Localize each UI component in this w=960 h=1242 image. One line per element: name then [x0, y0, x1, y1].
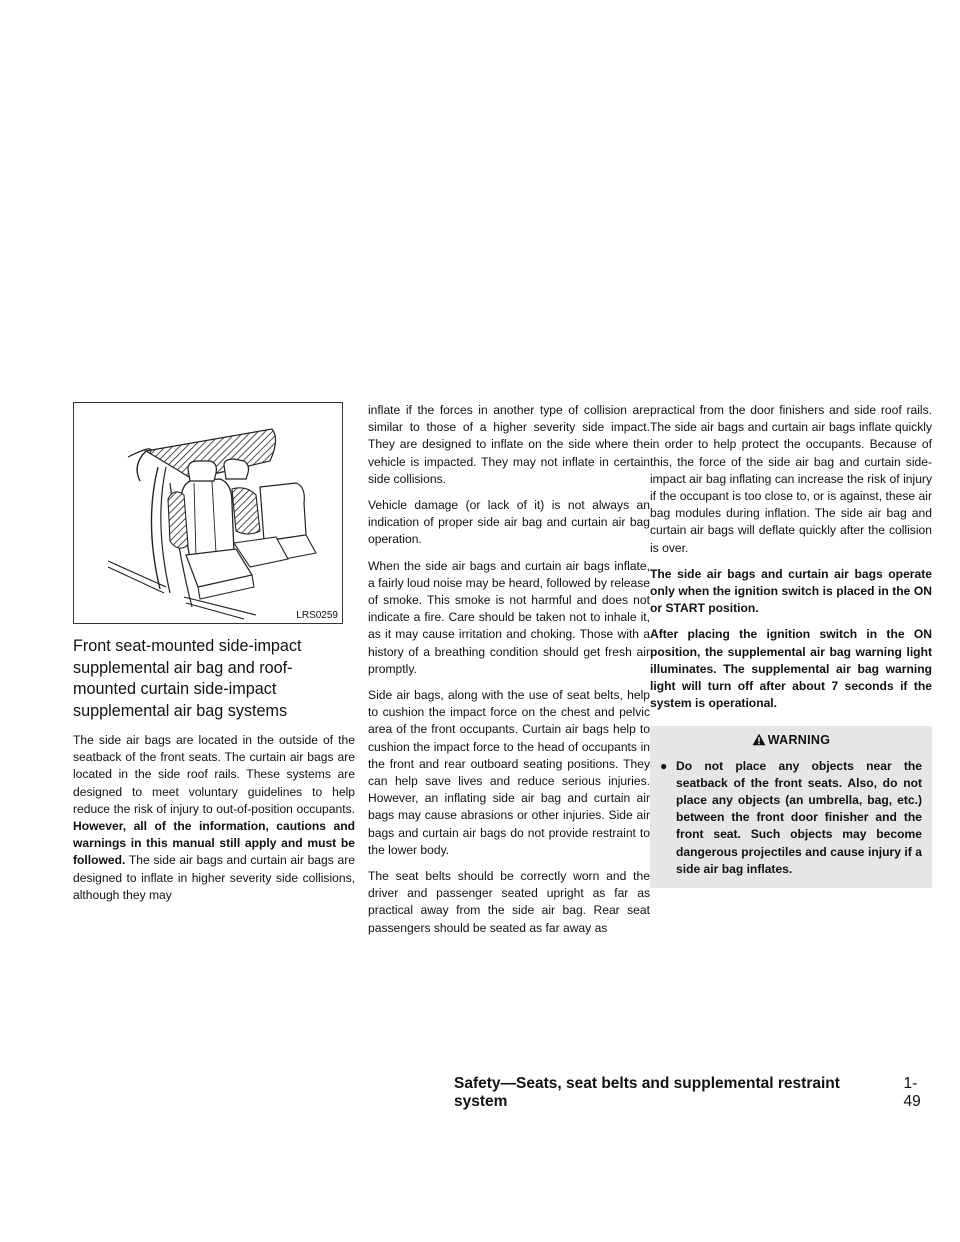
- emphasis-text: However, all of the information, cautions and warnings in this manual still apply and must be followed.: [73, 819, 355, 868]
- paragraph-text: The side air bags and curtain air bags are designed to inflate in higher severity side collisions, although they may: [73, 853, 355, 902]
- column-2: [368, 402, 650, 946]
- warning-triangle-icon: [752, 733, 766, 746]
- warning-header: [660, 726, 922, 757]
- airbag-illustration: [73, 402, 343, 624]
- paragraph-text: The side air bags are located in the outside of the seatback of the front seats. The curtain air bags are located in the side roof rails. These systems are designed to meet voluntary guidelines to help reduce the risk of injury to out-of-position occupants.: [73, 733, 355, 816]
- paragraph: The seat belts should be correctly worn and the driver and passenger seated upright as far as practical away from the side air bag. Rear seat passengers should be seated as far away as: [368, 869, 650, 935]
- section-heading: Front seat-mounted side-impact supplemental air bag and roof-mounted curtain side-impact supplemental air bag systems: [73, 637, 302, 720]
- paragraph: Vehicle damage (or lack of it) is not always an indication of proper side air bag and curtain air bag operation.: [368, 498, 650, 547]
- figure-code: LRS0259: [296, 610, 338, 621]
- column-1: [73, 402, 355, 913]
- bullet-icon: ●: [660, 758, 668, 773]
- warning-text: Do not place any objects near the seatback of the front seats. Also, do not place any objects (an umbrella, bag, etc.) between the front door finisher and the front seat. Such objects may become dangerous projectiles and cause injury if a side air bag inflates.: [676, 758, 922, 876]
- warning-box: [650, 726, 932, 888]
- paragraph: Side air bags, along with the use of seat belts, help to cushion the impact force on the chest and pelvic area of the front occupants. Curtain air bags help to cushion the impact force to the head of occupants in the front and rear outboard seating positions. They can help save lives and reduce serious injuries. However, an inflating side air bag and curtain air bags may cause abrasions or other injuries. Side air bags and curtain air bags do not provide restraint to the lower body.: [368, 688, 650, 857]
- column-3: [650, 402, 932, 888]
- seat-airbag-drawing: [74, 403, 342, 623]
- bold-paragraph: After placing the ignition switch in the ON position, the supplemental air bag warning light illuminates. The supplemental air bag warning light will turn off after about 7 seconds if the system is operational.: [650, 627, 932, 711]
- paragraph: When the side air bags and curtain air bags inflate, a fairly loud noise may be heard, followed by release of smoke. This smoke is not harmful and does not indicate a fire. Care should be taken not to inhale it, as it may cause irritation and choking. Those with a history of a breathing condition should get fresh air promptly.: [368, 558, 650, 676]
- warning-title: WARNING: [767, 733, 831, 748]
- paragraph: inflate if the forces in another type of collision are similar to those of a higher severity side impact. They are designed to inflate on the side where the vehicle is impacted. They may not inflate in certain side collisions.: [368, 403, 650, 486]
- chapter-title: Safety—Seats, seat belts and supplemental restraint system: [454, 1075, 840, 1110]
- page-number: 1-49: [903, 1075, 921, 1110]
- page-footer: [454, 1075, 934, 1111]
- warning-item: [660, 758, 922, 878]
- paragraph: practical from the door finishers and side roof rails. The side air bags and curtain air bags inflate quickly in order to help protect the occupants. Because of this, the force of the side air bag and curtain side-impact air bag inflating can increase the risk of injury if the occupant is too close to, or is against, these air bag modules during inflation. The side air bag and curtain air bags will deflate quickly after the collision is over.: [650, 403, 932, 555]
- bold-paragraph: The side air bags and curtain air bags operate only when the ignition switch is placed in the ON or START position.: [650, 566, 932, 616]
- paragraph: [73, 732, 355, 904]
